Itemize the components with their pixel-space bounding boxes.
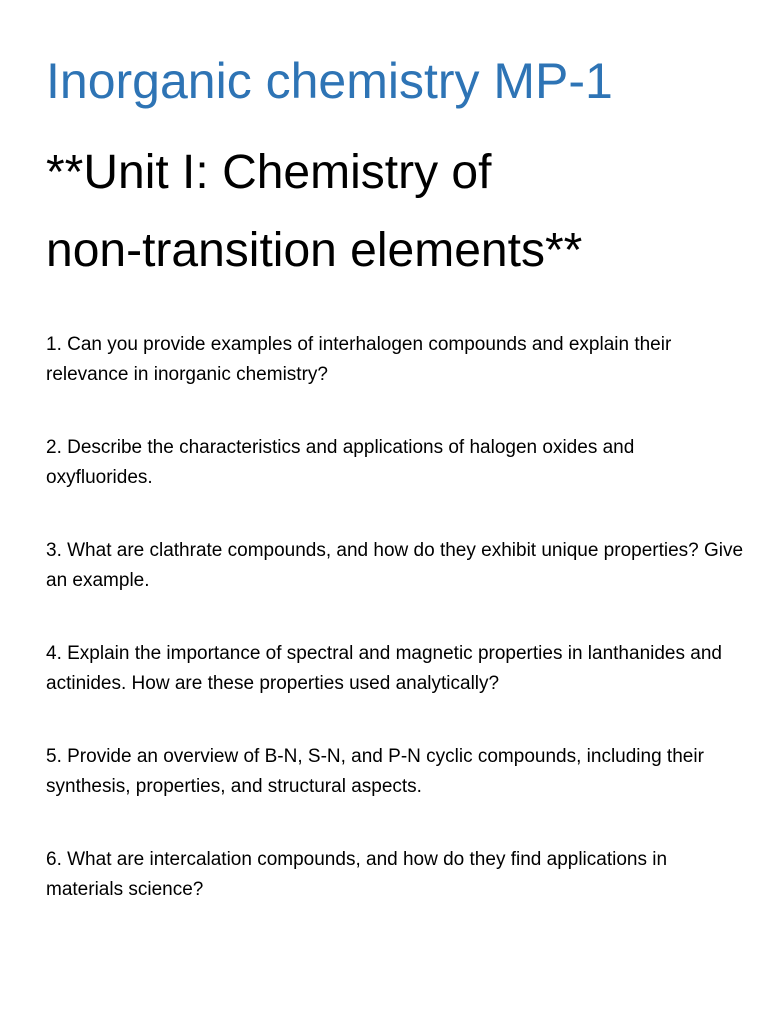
question-item: 2. Describe the characteristics and applications of halogen oxides and oxyfluorides. — [46, 437, 635, 488]
document-title: Inorganic chemistry MP-1 — [46, 53, 613, 109]
unit-heading — [46, 134, 746, 290]
question-item: 4. Explain the importance of spectral and magnetic properties in lanthanides and actinides. How are these properties used analytically? — [46, 643, 722, 694]
question-item: 5. Provide an overview of B-N, S-N, and P-N cyclic compounds, including their synthesis, properties, and structural aspects. — [46, 746, 704, 797]
question-item: 6. What are intercalation compounds, and how do they find applications in materials science? — [46, 849, 668, 900]
unit-heading-line-1: **Unit I: Chemistry of — [46, 146, 492, 199]
question-list — [46, 330, 746, 948]
question-item: 1. Can you provide examples of interhalogen compounds and explain their relevance in inorganic chemistry? — [46, 334, 672, 385]
question-item: 3. What are clathrate compounds, and how do they exhibit unique properties? Give an example. — [46, 540, 744, 591]
unit-heading-line-2: non-transition elements** — [46, 224, 583, 277]
